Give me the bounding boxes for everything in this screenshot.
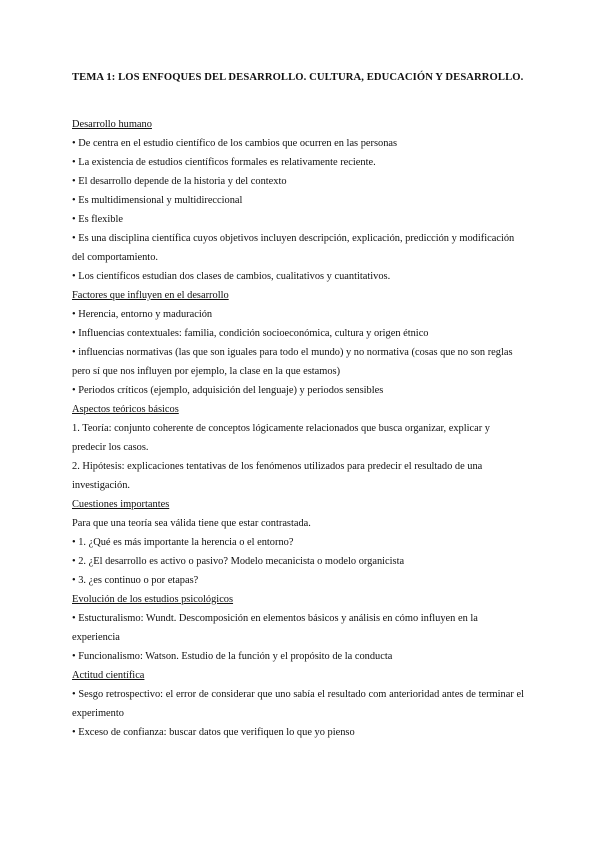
document-title: TEMA 1: LOS ENFOQUES DEL DESARROLLO. CULTURA, EDUCACIÓN Y DESARROLLO. — [72, 72, 524, 83]
section-heading: Factores que influyen en el desarrollo — [72, 290, 229, 301]
section-evolucion — [72, 590, 524, 666]
section-heading: Aspectos teóricos básicos — [72, 404, 179, 415]
section-heading: Actitud científica — [72, 670, 145, 681]
list-item: • Estucturalismo: Wundt. Descomposición en elementos básicos y análisis en cómo influyen en la experiencia — [72, 613, 478, 643]
list-item: 2. Hipótesis: explicaciones tentativas de los fenómenos utilizados para predecir el resultado de una investigación. — [72, 461, 483, 491]
list-item: • El desarrollo depende de la historia y del contexto — [72, 176, 287, 187]
document-page — [72, 68, 524, 742]
list-item: Para que una teoría sea válida tiene que estar contrastada. — [72, 518, 311, 529]
list-item: • Exceso de confianza: buscar datos que verifiquen lo que yo pienso — [72, 727, 355, 738]
list-item: • Periodos críticos (ejemplo, adquisición del lenguaje) y periodos sensibles — [72, 385, 384, 396]
list-item: • Funcionalismo: Watson. Estudio de la función y el propósito de la conducta — [72, 651, 393, 662]
list-item: • Herencia, entorno y maduración — [72, 309, 213, 320]
section-desarrollo-humano — [72, 115, 524, 286]
section-factores — [72, 286, 524, 400]
section-heading: Desarrollo humano — [72, 119, 152, 130]
list-item: • Es flexible — [72, 214, 123, 225]
list-item: 1. Teoría: conjunto coherente de conceptos lógicamente relacionados que busca organizar, explicar y predecir los casos. — [72, 423, 490, 453]
section-cuestiones — [72, 495, 524, 590]
list-item: • 3. ¿es continuo o por etapas? — [72, 575, 199, 586]
list-item: • De centra en el estudio científico de los cambios que ocurren en las personas — [72, 138, 398, 149]
list-item: • influencias normativas (las que son iguales para todo el mundo) y no normativa (cosas que no son reglas pero sí que nos influyen por ejemplo, la clase en la que estamos) — [72, 347, 513, 377]
list-item: • Es multidimensional y multidireccional — [72, 195, 243, 206]
section-actitud-cientifica — [72, 666, 524, 742]
list-item: • Influencias contextuales: familia, condición socioeconómica, cultura y origen étnico — [72, 328, 429, 339]
list-item: • La existencia de estudios científicos formales es relativamente reciente. — [72, 157, 376, 168]
list-item: • Es una disciplina científica cuyos objetivos incluyen descripción, explicación, predicción y modificación del comportamiento. — [72, 233, 515, 263]
list-item: • Los científicos estudian dos clases de cambios, cualitativos y cuantitativos. — [72, 271, 391, 282]
list-item: • Sesgo retrospectivo: el error de considerar que uno sabía el resultado com anterioridad antes de terminar el experimento — [72, 689, 524, 719]
section-aspectos-teoricos — [72, 400, 524, 495]
list-item: • 2. ¿El desarrollo es activo o pasivo? Modelo mecanicista o modelo organicista — [72, 556, 405, 567]
section-heading: Evolución de los estudios psicológicos — [72, 594, 234, 605]
section-heading: Cuestiones importantes — [72, 499, 170, 510]
list-item: • 1. ¿Qué es más importante la herencia o el entorno? — [72, 537, 294, 548]
